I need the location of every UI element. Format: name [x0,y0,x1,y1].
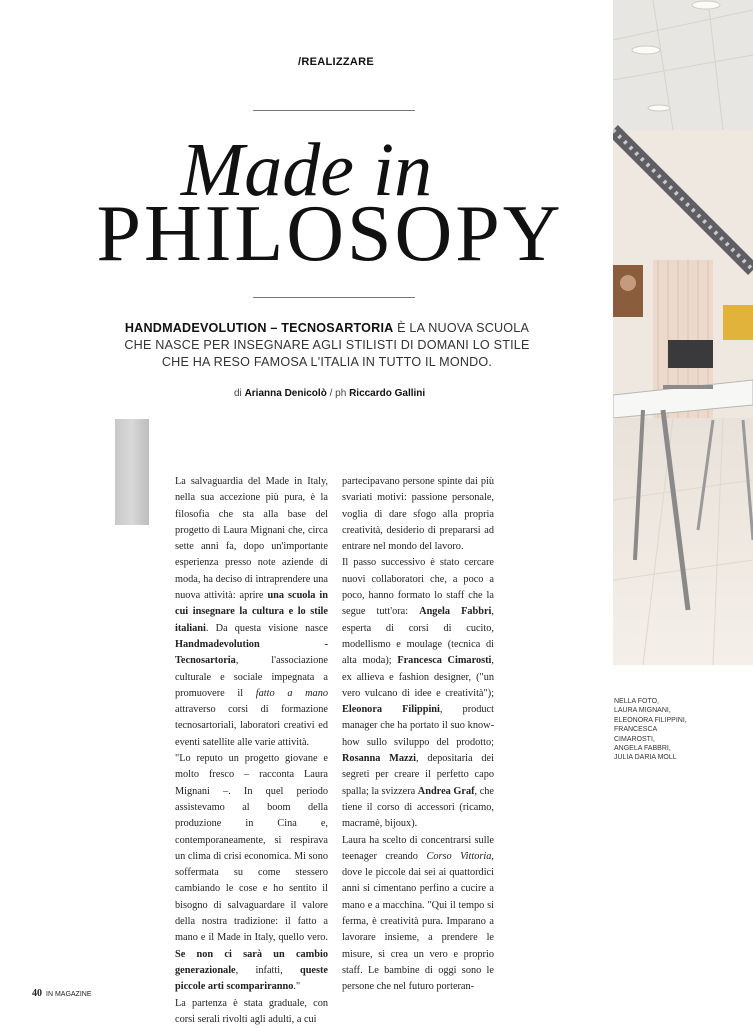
top-divider [253,110,415,111]
page-number: 40 [32,988,42,999]
paragraph: La partenza è stata graduale, con corsi serali rivolti agli adulti, a cui [175,996,328,1028]
paragraph: "Lo reputo un progetto giovane e molto fresco – racconta Laura Mignani –. In quel periodo assistevamo al boom della produzione in Cina e, contemporaneamente, si respirava un clima di crisi economica. Mi sono soffermata su come stessero cambiando le cose e ho sentito il bisogno di salvaguardare il valore della nostra tradizione: il fatto a mano e il Made in Italy, quello vero. Se non ci sarà un cambio generazionale, infatti, queste piccole arti scompariranno." [175,751,328,995]
byline-separator: / ph [327,388,349,399]
byline-prefix: di [234,388,245,399]
drop-cap [115,419,149,525]
byline-author: Arianna Denicolò [245,388,327,399]
byline-photographer: Riccardo Gallini [349,388,425,399]
paragraph: Il passo successivo è stato cercare nuovi collaboratori che, a poco a poco, hanno formato lo staff che la segue tutt'ora: Angela Fabbri, esperta di corsi di cucito, modellismo e moulage (tecnica di alta moda); Francesca Cimarosti, ex allieva e fashion designer, ("un vero vulcano di idee e creatività"); Eleonora Filippini, product manager che ha portato il suo know-how sullo sviluppo del prodotto; Rosanna Mazzi, depositaria dei segreti per creare il perfetto capo spalla; la svizzera Andrea Graf, che tiene il corso di accessori (ricamo, macramè, bijoux). [342,555,494,832]
headline-caps: PHILOSOPY [0,194,660,274]
magazine-name: IN MAGAZINE [46,991,92,998]
deck-bold: HANDMADEVOLUTION – TECNOSARTORIA [125,321,394,335]
page-footer [32,988,92,999]
paragraph: La salvaguardia del Made in Italy, nella sua accezione più pura, è la filosofia che sta alla base del progetto di Laura Mignani che, circa sette anni fa, dopo un'importante esperienza presso note aziende di moda, ha deciso di intraprendere una nuova attività: aprire una scuola in cui insegnare la cultura e lo stile italiani. Da questa visione nasce Handmadevolution - Tecnosartoria, l'associazione culturale e sociale impegnata a promuovere il fatto a mano attraverso corsi di formazione tecnosartoriali, laboratori creativi ed eventi satellite alle varie attività. [175,474,328,751]
article-column-2 [342,474,494,996]
photo-caption: NELLA FOTO, LAURA MIGNANI, ELEONORA FILIPPINI, FRANCESCA CIMAROSTI, ANGELA FABBRI, JULIA DARIA MOLL [614,697,749,763]
deck-text: È LA NUOVA SCUOLA CHE NASCE PER INSEGNARE AGLI STILISTI DI DOMANI LO STILE CHE HA RESO FAMOSA L'ITALIA IN TUTTO IL MONDO. [124,321,529,369]
section-label: /REALIZZARE [298,56,374,68]
bottom-divider [253,297,415,298]
headline-script: Made in [0,132,613,208]
workshop-photo [613,0,753,665]
paragraph: Laura ha scelto di concentrarsi sulle teenager creando Corso Vittoria, dove le piccole dai sei ai quattordici anni si cimentano perfino a cucire a mano e a macchina. "Qui il tempo si ferma, è creatività pura. Imparano a lavorare insieme, a prendere le misure, si crea un vero e proprio staff. Le bambine di oggi sono le persone che nel futuro porteran- [342,833,494,996]
deck-standfirst [120,320,534,371]
paragraph: partecipavano persone spinte dai più svariati motivi: passione personale, voglia di dare sfogo alla propria creatività, desiderio di prepararsi ad entrare nel mondo del lavoro. [342,474,494,555]
byline [234,388,425,399]
article-column-1 [175,474,328,1028]
